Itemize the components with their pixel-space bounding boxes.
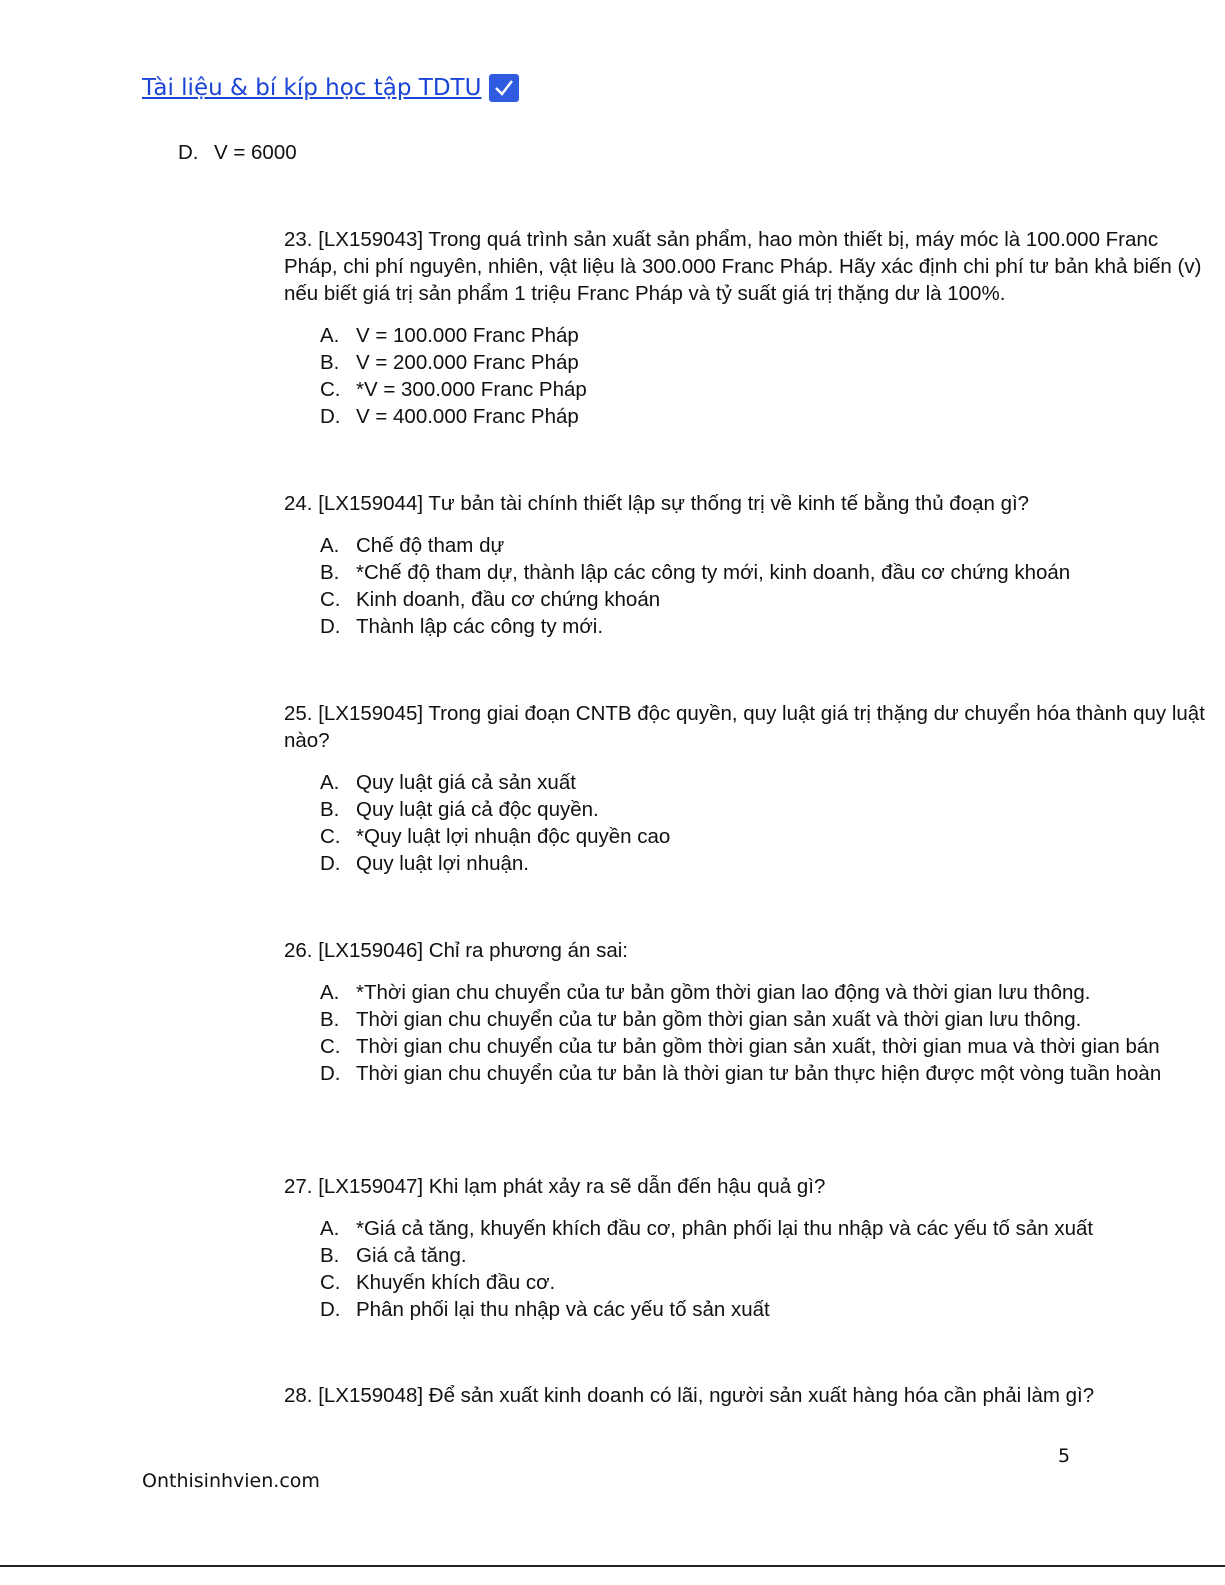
option-letter: B. (320, 351, 340, 374)
option-text: Khuyến khích đầu cơ. (356, 1271, 556, 1294)
option-text: Kinh doanh, đầu cơ chứng khoán (356, 588, 661, 611)
option-text: Quy luật giá cả sản xuất (356, 771, 576, 794)
dangling-option (178, 141, 297, 165)
option-text: *Giá cả tăng, khuyến khích đầu cơ, phân phối lại thu nhập và các yếu tố sản xuất (356, 1217, 1094, 1240)
page-number: 5 (1058, 1445, 1071, 1467)
option-letter: A. (320, 324, 340, 347)
option-c (284, 586, 1214, 613)
checkmark-box-icon (489, 74, 519, 102)
option-list (284, 322, 1214, 430)
option-text: Thời gian chu chuyển của tư bản gồm thời gian sản xuất, thời gian mua và thời gian bán (356, 1035, 1160, 1058)
option-text: V = 6000 (214, 141, 297, 164)
option-text: Quy luật giá cả độc quyền. (356, 798, 599, 821)
option-text: V = 200.000 Franc Pháp (356, 351, 579, 374)
option-text: Quy luật lợi nhuận. (356, 852, 529, 875)
option-letter: A. (320, 534, 340, 557)
question-text: 28. [LX159048] Để sản xuất kinh doanh có lãi, người sản xuất hàng hóa cần phải làm gì? (284, 1384, 1095, 1407)
question-25 (284, 700, 1214, 877)
option-b (284, 1242, 1214, 1269)
option-b (284, 559, 1214, 586)
option-letter: D. (320, 615, 341, 638)
option-d (284, 850, 1214, 877)
option-c (284, 823, 1214, 850)
question-text: 23. [LX159043] Trong quá trình sản xuất sản phẩm, hao mòn thiết bị, máy móc là 100.000 Franc Pháp, chi phí nguyên, nhiên, vật liệu là 300.000 Franc Pháp. Hãy xác định chi phí tư bản khả biến (v) nếu biết giá trị sản phẩm 1 triệu Franc Pháp và tỷ suất giá trị thặng dư là 100%. (284, 228, 1202, 305)
header-link-text: Tài liệu & bí kíp học tập TDTU (142, 75, 482, 101)
option-a (284, 769, 1214, 796)
bottom-rule (0, 1565, 1225, 1567)
question-24 (284, 490, 1214, 640)
question-28 (284, 1382, 1214, 1424)
option-text: *V = 300.000 Franc Pháp (356, 378, 587, 401)
option-a (284, 1215, 1214, 1242)
option-c (284, 1033, 1214, 1060)
question-text: 25. [LX159045] Trong giai đoạn CNTB độc quyền, quy luật giá trị thặng dư chuyển hóa thành quy luật nào? (284, 702, 1205, 752)
option-letter: D. (320, 405, 341, 428)
option-text: *Chế độ tham dự, thành lập các công ty mới, kinh doanh, đầu cơ chứng khoán (356, 561, 1071, 584)
option-letter: C. (320, 1035, 341, 1058)
option-letter: D. (320, 852, 341, 875)
option-d (284, 1060, 1214, 1087)
option-letter: A. (320, 981, 340, 1004)
question-23 (284, 226, 1214, 430)
option-letter: B. (320, 798, 340, 821)
question-27 (284, 1173, 1214, 1323)
option-letter: C. (320, 825, 341, 848)
question-26 (284, 937, 1214, 1087)
option-letter: C. (320, 378, 341, 401)
option-text: Chế độ tham dự (356, 534, 505, 557)
option-text: Thành lập các công ty mới. (356, 615, 604, 638)
option-letter: A. (320, 771, 340, 794)
option-text: *Thời gian chu chuyển của tư bản gồm thời gian lao động và thời gian lưu thông. (356, 981, 1091, 1004)
option-list (284, 979, 1214, 1087)
option-a (284, 532, 1214, 559)
option-letter: D. (178, 141, 199, 164)
option-letter: B. (320, 1008, 340, 1031)
option-d (284, 613, 1214, 640)
option-c (284, 376, 1214, 403)
question-text: 26. [LX159046] Chỉ ra phương án sai: (284, 939, 629, 962)
question-text: 27. [LX159047] Khi lạm phát xảy ra sẽ dẫn đến hậu quả gì? (284, 1175, 826, 1198)
option-d (284, 1296, 1214, 1323)
option-text: Thời gian chu chuyển của tư bản là thời gian tư bản thực hiện được một vòng tuần hoàn (356, 1062, 1162, 1085)
option-d (284, 403, 1214, 430)
option-letter: A. (320, 1217, 340, 1240)
option-text: Thời gian chu chuyển của tư bản gồm thời gian sản xuất và thời gian lưu thông. (356, 1008, 1082, 1031)
option-text: Giá cả tăng. (356, 1244, 467, 1267)
option-a (284, 322, 1214, 349)
option-letter: D. (320, 1062, 341, 1085)
option-text: V = 100.000 Franc Pháp (356, 324, 579, 347)
option-b (284, 1006, 1214, 1033)
footer-site-name: Onthisinhvien.com (142, 1470, 320, 1492)
option-letter: C. (320, 1271, 341, 1294)
option-list (284, 532, 1214, 640)
header-link[interactable] (142, 74, 519, 102)
option-letter: C. (320, 588, 341, 611)
option-b (284, 349, 1214, 376)
option-text: *Quy luật lợi nhuận độc quyền cao (356, 825, 671, 848)
option-list (284, 769, 1214, 877)
option-list (284, 1215, 1214, 1323)
option-letter: D. (320, 1298, 341, 1321)
option-text: Phân phối lại thu nhập và các yếu tố sản xuất (356, 1298, 770, 1321)
option-letter: B. (320, 561, 340, 584)
question-text: 24. [LX159044] Tư bản tài chính thiết lập sự thống trị về kinh tế bằng thủ đoạn gì? (284, 492, 1030, 515)
option-letter: B. (320, 1244, 340, 1267)
option-b (284, 796, 1214, 823)
option-a (284, 979, 1214, 1006)
option-c (284, 1269, 1214, 1296)
option-text: V = 400.000 Franc Pháp (356, 405, 579, 428)
